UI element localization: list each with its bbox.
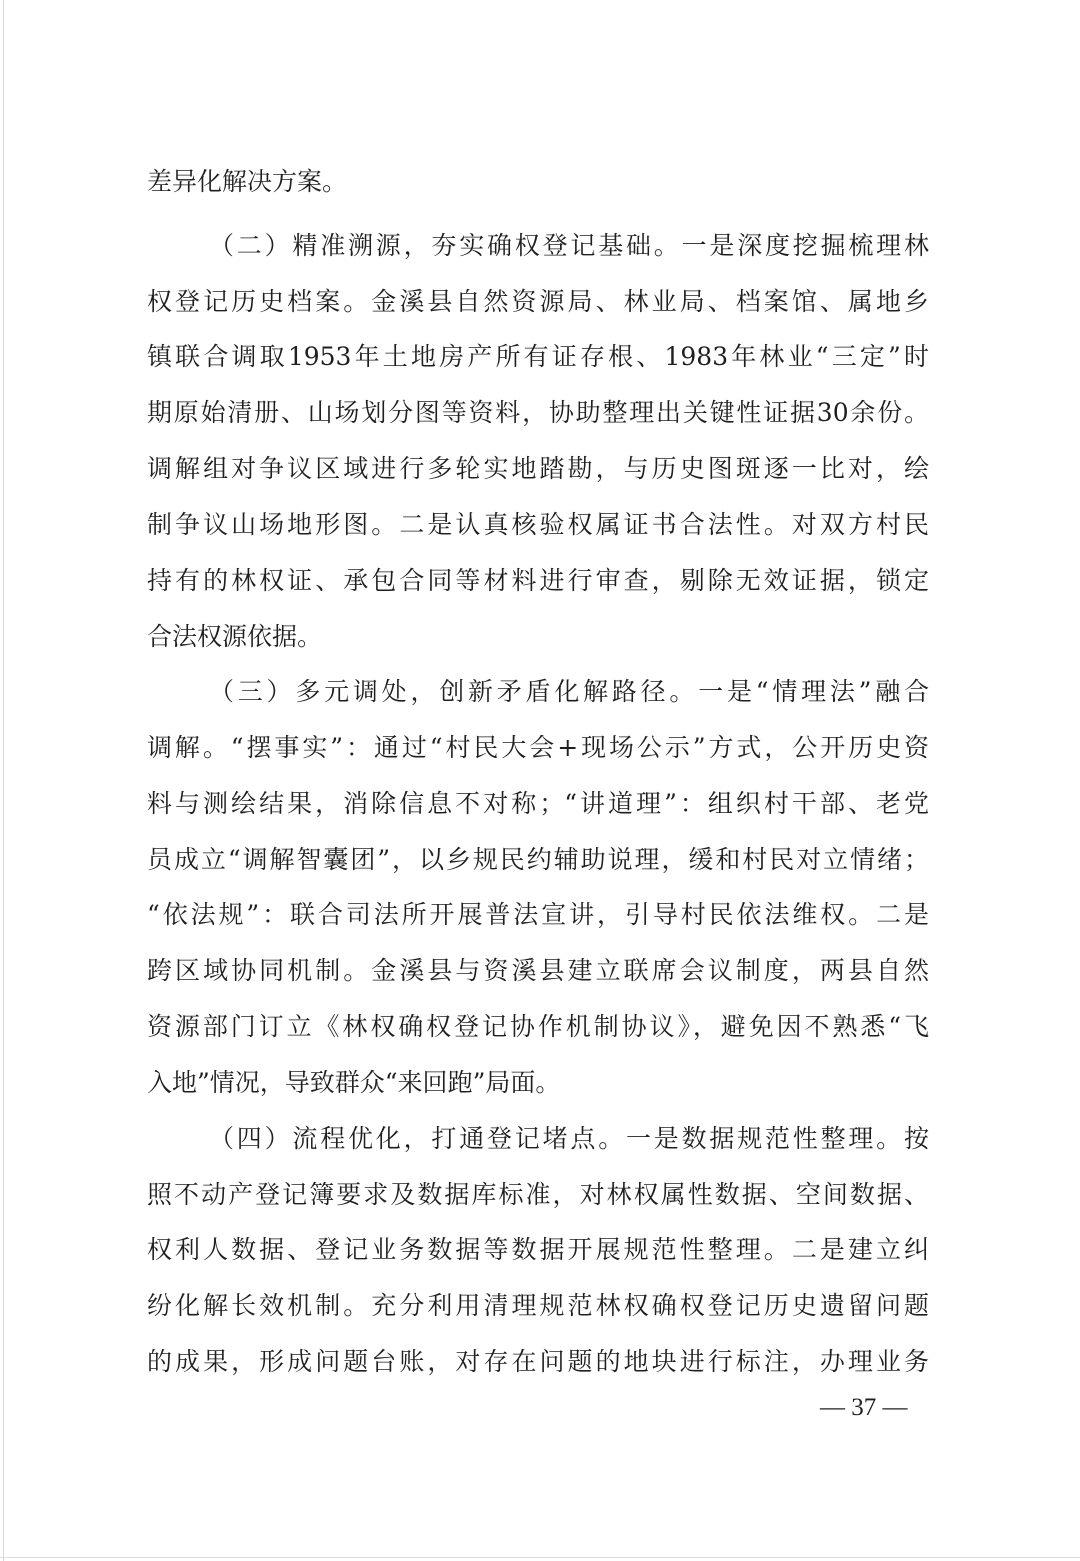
text-line-11: 调解。“摆事实”：通过“村民大会+现场公示”方式，公开历史资 xyxy=(147,733,929,762)
text-line-9: 合法权源依据。 xyxy=(147,622,323,651)
text-line-18: （四）流程优化，打通登记堵点。一是数据规范性整理。按 xyxy=(209,1124,929,1153)
text-line-15: 跨区域协同机制。金溪县与资溪县建立联席会议制度，两县自然 xyxy=(147,956,929,985)
text-line-12: 料与测绘结果，消除信息不对称；“讲道理”：组织村干部、老党 xyxy=(147,789,929,818)
scan-edge-bottom xyxy=(0,1557,1080,1558)
text-line-7: 制争议山场地形图。二是认真核验权属证书合法性。对双方村民 xyxy=(147,510,929,539)
text-line-8: 持有的林权证、承包合同等材料进行审查，剔除无效证据，锁定 xyxy=(147,566,929,595)
text-line-14: “依法规”：联合司法所开展普法宣讲，引导村民依法维权。二是 xyxy=(147,900,929,929)
text-line-21: 纷化解长效机制。充分利用清理规范林权确权登记历史遗留问题 xyxy=(147,1291,929,1320)
scan-edge-left xyxy=(3,0,4,1561)
text-line-5: 期原始清册、山场划分图等资料，协助整理出关键性证据30余份。 xyxy=(147,398,929,427)
text-line-16: 资源部门订立《林权确权登记协作机制协议》，避免因不熟悉“飞 xyxy=(147,1012,929,1041)
text-line-22: 的成果，形成问题台账，对存在问题的地块进行标注，办理业务 xyxy=(147,1347,929,1376)
text-line-20: 权利人数据、登记业务数据等数据开展规范性整理。二是建立纠 xyxy=(147,1235,929,1264)
text-line-17: 入地”情况，导致群众“来回跑”局面。 xyxy=(147,1068,561,1097)
page-number: — 37 — xyxy=(820,1394,908,1421)
text-line-6: 调解组对争议区域进行多轮实地踏勘，与历史图斑逐一比对，绘 xyxy=(147,454,929,483)
text-line-13: 员成立“调解智囊团”，以乡规民约辅助说理，缓和村民对立情绪； xyxy=(147,845,929,874)
text-line-1: 差异化解决方案。 xyxy=(147,167,348,196)
text-line-19: 照不动产登记簿要求及数据库标准，对林权属性数据、空间数据、 xyxy=(147,1180,929,1209)
text-line-4: 镇联合调取1953年土地房产所有证存根、1983年林业“三定”时 xyxy=(147,342,929,371)
text-line-3: 权登记历史档案。金溪县自然资源局、林业局、档案馆、属地乡 xyxy=(147,287,929,316)
text-line-2: （二）精准溯源，夯实确权登记基础。一是深度挖掘梳理林 xyxy=(209,231,929,260)
text-line-10: （三）多元调处，创新矛盾化解路径。一是“情理法”融合 xyxy=(209,677,929,706)
